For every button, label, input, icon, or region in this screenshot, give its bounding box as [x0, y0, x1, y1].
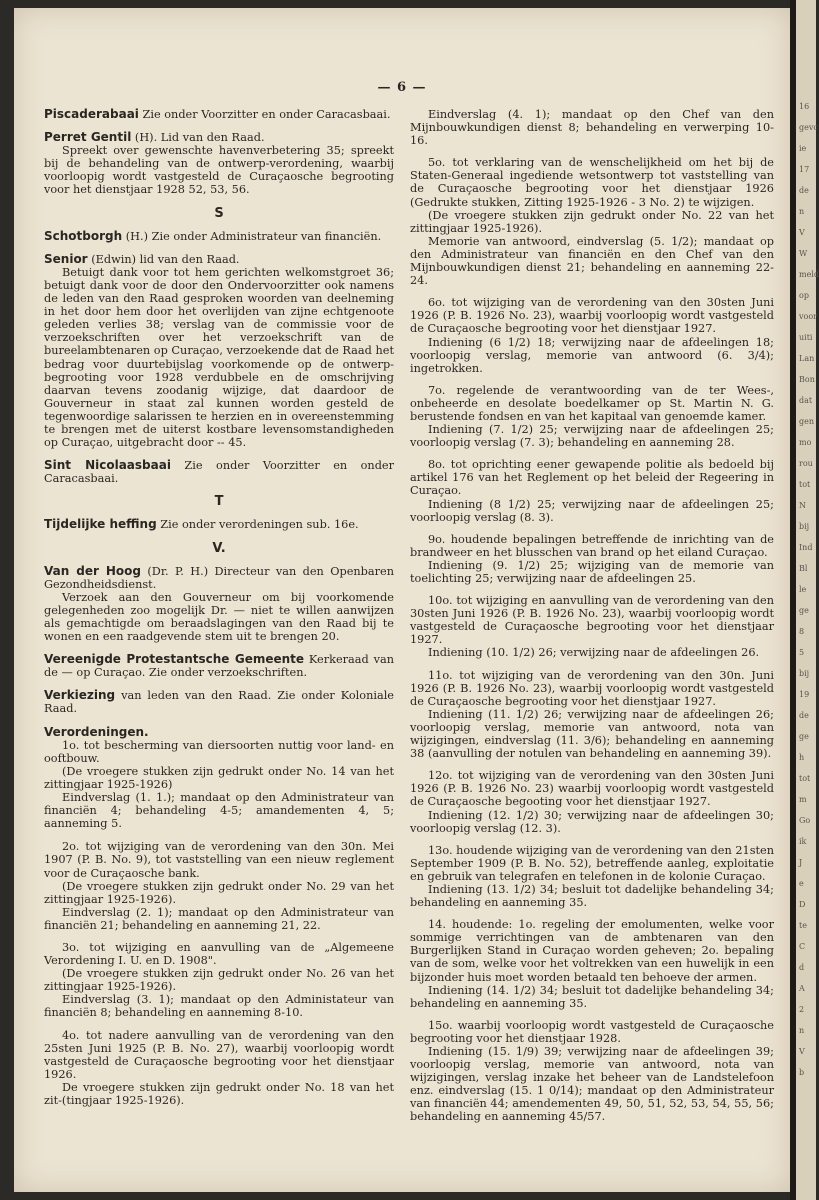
index-entry: [410, 384, 774, 449]
adjacent-page-fragment: le: [799, 585, 807, 594]
entry-paragraph: Eindverslag (1. 1.); mandaat op den Administrateur van financiën 4; behandeling 4-5; amandementen 4, 5; aanneming 5.: [44, 791, 394, 831]
entry-headword: Verordeningen.: [44, 724, 149, 739]
entry-paragraph: Indiening (15. 1/9) 39; verwijzing naar de afdeelingen 39; voorloopig verslag, memorie van antwoord, nota van wijzigingen, verslag inzake het beheer van de Landstelefoon enz. eindverslag (15. 1 0/14); mandaat op den Administrateur van financiën 44; amendementen 49, 50, 51, 52, 53, 54, 55, 56; behandeling en aanneming 45/57.: [410, 1045, 774, 1124]
index-entry: [410, 669, 774, 761]
entry-paragraph: 9o. houdende bepalingen betreffende de inrichting van de brandweer en het blusschen van brand op het eiland Curaçao.: [410, 532, 774, 559]
entry-paragraph: 12o. tot wijziging van de verordening van den 30sten Juni 1926 (P. B. 1926 No. 23) waarbij voorloopig wordt vastgesteld de Curaçaosche begooting voor het dienstjaar 1927.: [410, 769, 774, 809]
entry-paragraph: 5o. tot verklaring van de wenschelijkheid om het bij de Staten-Generaal ingediende wetsontwerp tot vaststelling van de Curaçaosche begrooting voor het dienstjaar 1926 (Gedrukte stukken, Zitting 1925-1926 - 3 No. 2) te wijzigen.: [410, 156, 774, 209]
entry-paragraph: Eindverslag (2. 1); mandaat op den Administrateur van financiën 21; behandeling en aanneming 21, 22.: [44, 905, 394, 932]
index-entry: [44, 131, 394, 196]
adjacent-page-fragment: V: [799, 228, 805, 237]
entry-paragraph: Indiening (6 1/2) 18; verwijzing naar de afdeelingen 18; voorloopig verslag, memorie van antwoord (6. 3/4); ingetrokken.: [410, 335, 774, 375]
adjacent-page-fragment: bij: [799, 522, 810, 531]
entry-paragraph: 2o. tot wijziging van de verordening van den 30n. Mei 1907 (P. B. No. 9), tot vaststelling van een nieuw reglement voor de Curaçaosche bank.: [44, 840, 394, 880]
adjacent-page-fragment: gen: [799, 417, 815, 426]
index-entry: [410, 918, 774, 1010]
adjacent-page-fragment: ie: [799, 144, 807, 153]
adjacent-page-fragment: meld: [799, 270, 819, 279]
adjacent-page-fragment: tot: [799, 774, 811, 783]
adjacent-page-fragment: Ind: [799, 543, 813, 552]
entry-paragraph: Spreekt over gewenschte havenverbetering 35; spreekt bij de behandeling van de ontwerp-verordening, waarbij voorloopig wordt vastgesteld de Curaçaosche begrooting voor het dienstjaar 1928 52, 53, 56.: [44, 144, 394, 197]
index-entry: [44, 840, 394, 932]
entry-paragraph: Memorie van antwoord, eindverslag (5. 1/2); mandaat op den Administrateur van financiën en den Chef van den Mijnbouwkundigen dienst 21; behandeling en aanneming 22-24.: [410, 234, 774, 288]
entry-paragraph: 3o. tot wijziging en aanvulling van de „Algemeene Verordening I. U. en D. 1908".: [44, 940, 394, 968]
entry-headword: Sint Nicolaasbaai: [44, 458, 171, 473]
entry-line: [44, 131, 394, 144]
adjacent-page-fragment: 16: [799, 102, 810, 111]
index-entry: [44, 565, 394, 644]
entry-text: Zie onder Voorzitter en onder Caracasbaai.: [44, 459, 395, 486]
index-entry: [410, 1019, 774, 1124]
entry-paragraph: Verzoek aan den Gouverneur om bij voorkomende gelegenheden zoo mogelijk Dr. — niet te willen aanwijzen als gemachtigde om beraadslagingen van den Raad bij te wonen en een raadgevende stem uit te brengen 20.: [44, 590, 394, 644]
entry-paragraph: Indiening (8 1/2) 25; verwijzing naar de afdeelingen 25; voorloopig verslag (8. 3).: [410, 497, 774, 524]
adjacent-page-fragment: C: [799, 942, 806, 951]
entry-paragraph: 1o. tot bescherming van diersoorten nuttig voor land- en ooftbouw.: [44, 738, 394, 765]
adjacent-page-fragment: ik: [799, 837, 807, 846]
page-number: — 6 —: [377, 80, 427, 95]
entry-line: [44, 653, 394, 679]
document-page: [14, 8, 790, 1192]
section-letter: S: [214, 205, 224, 221]
index-entry: [410, 156, 774, 287]
entry-text: (H). Lid van den Raad.: [134, 131, 265, 145]
index-entry: [410, 296, 774, 375]
adjacent-page-fragment: J: [799, 858, 803, 867]
index-entry: [44, 653, 394, 679]
entry-paragraph: (De vroegere stukken zijn gedrukt onder No. 14 van het zittingjaar 1925-1926): [44, 764, 394, 791]
adjacent-page-fragment: ge: [799, 732, 809, 741]
entry-headword: Perret Gentil: [44, 130, 132, 145]
adjacent-page-fragment: voor: [799, 312, 817, 321]
adjacent-page-fragment: n: [799, 1026, 805, 1035]
entry-text: van leden van den Raad. Zie onder Koloniale Raad.: [44, 689, 394, 716]
adjacent-page-fragment: 17: [799, 165, 810, 174]
adjacent-page-fragment: 8: [799, 627, 805, 636]
entry-line: [44, 459, 394, 485]
index-entry: [44, 518, 394, 531]
entry-headword: Schotborgh: [44, 228, 123, 243]
index-entry: [44, 108, 394, 121]
section-letter: T: [214, 494, 224, 510]
index-entry: [44, 230, 394, 243]
adjacent-page-fragment: uiti: [799, 333, 813, 342]
entry-paragraph: Indiening (10. 1/2) 26; verwijzing naar de afdeelingen 26.: [428, 646, 760, 660]
index-entry: [410, 594, 774, 659]
index-entry: [410, 533, 774, 585]
section-letter: V.: [212, 540, 226, 556]
adjacent-page-fragment: de: [799, 711, 809, 720]
adjacent-page-fragment: bij: [799, 669, 810, 678]
adjacent-page-fragment: Bl: [799, 564, 808, 573]
adjacent-page-fragment: h: [799, 753, 805, 762]
entry-paragraph: Indiening (14. 1/2) 34; besluit tot dadelijke behandeling 34; behandeling en aanneming 35.: [410, 983, 774, 1010]
index-entry: [44, 459, 394, 485]
right-column: [410, 108, 774, 1133]
index-entry: [44, 726, 394, 831]
entry-paragraph: Indiening (13. 1/2) 34; besluit tot dadelijke behandeling 34; behandeling en aanneming 35.: [410, 882, 774, 910]
entry-text: (H.) Zie onder Administrateur van financiën.: [125, 229, 382, 243]
adjacent-page-fragment: tot: [799, 480, 811, 489]
adjacent-page-fragment: Lan: [799, 354, 815, 363]
entry-line: [44, 108, 394, 121]
entry-text: Zie onder verordeningen sub. 16e.: [160, 518, 359, 532]
entry-headword: Senior: [44, 251, 88, 266]
entry-paragraph: (De vroegere stukken zijn gedrukt onder No. 29 van het zittingjaar 1925-1926).: [44, 879, 394, 906]
index-entry: [44, 1029, 394, 1108]
entry-paragraph: 10o. tot wijziging en aanvulling van de verordening van den 30sten Juni 1926 (P. B. 1926 No. 23), waarbij voorloopig wordt vastgesteld de Curaçaosche begrooting voor het dienstjaar 1927.: [410, 594, 774, 647]
adjacent-page-fragment: b: [799, 1068, 805, 1077]
index-entry: [44, 689, 394, 715]
adjacent-page-fragment: dat: [799, 396, 813, 405]
adjacent-page-fragment: gevc: [799, 123, 818, 132]
index-entry: [44, 941, 394, 1020]
adjacent-page-fragment: d: [799, 963, 805, 972]
entry-headword: Van der Hoog: [44, 563, 141, 578]
adjacent-page-fragment: W: [799, 249, 808, 258]
index-entry: [44, 253, 394, 449]
adjacent-page-fragment: ge: [799, 606, 809, 615]
index-entry: [410, 844, 774, 909]
entry-text: (Dr. P. H.) Directeur van den Openbaren Gezondheidsdienst.: [44, 564, 394, 591]
adjacent-page-fragment: D: [799, 900, 806, 909]
entry-paragraph: Indiening (7. 1/2) 25; verwijzing naar de afdeelingen 25; voorloopig verslag (7. 3); behandeling en aanneming 28.: [410, 423, 774, 450]
adjacent-page-fragment: 2: [799, 1005, 805, 1014]
adjacent-page-fragment: 19: [799, 690, 810, 699]
entry-paragraph: 4o. tot nadere aanvulling van de verordening van den 25sten Juni 1925 (P. B. No. 27), waarbij voorloopig wordt vastgesteld de Curaçaosche begrooting voor het dienstjaar 1926.: [44, 1028, 394, 1081]
entry-paragraph: Indiening (9. 1/2) 25; wijziging van de memorie van toelichting 25; verwijzing naar de afdeelingen 25.: [410, 558, 774, 585]
entry-paragraph: Eindverslag (4. 1); mandaat op den Chef van den Mijnbouwkundigen dienst 8; behandeling en verwerping 10-16.: [410, 108, 774, 148]
entry-text: Kerkeraad van de — op Curaçao. Zie onder verzoekschriften.: [44, 653, 394, 680]
adjacent-page-fragment: rou: [799, 459, 813, 468]
adjacent-page-fragment: m: [799, 795, 807, 804]
adjacent-page-fragment: Bon: [799, 375, 815, 384]
entry-paragraph: (De vroegere stukken zijn gedrukt onder No. 26 van het zittingjaar 1925-1926).: [44, 967, 394, 994]
entry-paragraph: Eindverslag (3. 1); mandaat op den Administateur van financiën 8; behandeling en aanneming 8-10.: [44, 993, 394, 1020]
index-entry: [410, 769, 774, 834]
adjacent-page-fragment: N: [799, 501, 806, 510]
entry-line: [44, 726, 394, 739]
entry-paragraph: Betuigt dank voor tot hem gerichten welkomstgroet 36; betuigt dank voor de door den Ondervoorzitter ook namens de leden van den Raad gesproken woorden van deelneming in het door hem door het overlijden van zijne echtgenoote geleden verlies 38; verslag van de commissie voor de verzoekschriften over het verzoekschrift van de bureelambtenaren op Curaçao, verzoekende dat de Raad het bedrag voor duurtebijslag voorkomende op de ontwerp-begrooting voor 1928 verdubbele en de omschrijving daarvan tevens zoodanig wijzige, dat daardoor de Gouverneur in staat zal kunnen worden gesteld de tegenwoordige salarissen te herzien en in overeenstemming te brengen met de uiterst kostbare levensomstandigheden op Curaçao, uitgebracht door -- 45.: [44, 265, 394, 450]
adjacent-page-fragment: 5: [799, 648, 805, 657]
entry-line: [44, 518, 394, 531]
adjacent-page-fragment: mo: [799, 438, 812, 447]
adjacent-page-edge: [796, 0, 819, 1200]
entry-paragraph: 8o. tot oprichting eener gewapende politie als bedoeld bij artikel 176 van het Reglement op het beleid der Regeering in Curaçao.: [410, 458, 774, 498]
adjacent-page-fragment: op: [799, 291, 809, 300]
index-entry: [410, 458, 774, 523]
entry-text: (Edwin) lid van den Raad.: [91, 252, 240, 266]
entry-headword: Piscaderabaai: [44, 107, 139, 121]
entry-paragraph: 11o. tot wijziging van de verordening van den 30n. Juni 1926 (P. B. 1926 No. 23), waarbij voorloopig wordt vastgesteld de Curaçaosche begrooting voor het dienstjaar 1927.: [410, 668, 774, 708]
entry-paragraph: Indiening (12. 1/2) 30; verwijzing naar de afdeelingen 30; voorloopig verslag (12. 3).: [410, 808, 774, 835]
entry-line: [44, 253, 394, 266]
adjacent-page-fragment: n: [799, 207, 805, 216]
entry-paragraph: 15o. waarbij voorloopig wordt vastgesteld de Curaçaosche begrooting voor het dienstjaar 1928.: [410, 1018, 774, 1045]
adjacent-page-fragment: e: [799, 879, 804, 888]
entry-paragraph: 13o. houdende wijziging van de verordening van den 21sten September 1909 (P. B. No. 52), betreffende aanleg, exploitatie en gebruik van telegrafen en telefonen in de kolonie Curaçao.: [410, 843, 775, 883]
entry-paragraph: 7o. regelende de verantwoording van de ter Wees-, onbeheerde en desolate boedelkamer op St. Martin N. G. berustende fondsen en van het kapitaal van genoemde kamer.: [410, 383, 774, 423]
index-entry: [410, 108, 774, 147]
entry-line: [44, 689, 394, 715]
entry-paragraph: (De vroegere stukken zijn gedrukt onder No. 22 van het zittingjaar 1925-1926).: [410, 208, 774, 235]
adjacent-page-fragment: de: [799, 186, 809, 195]
entry-paragraph: De vroegere stukken zijn gedrukt onder No. 18 van het zit-(tingjaar 1925-1926).: [44, 1080, 394, 1107]
entry-headword: Verkiezing: [44, 688, 116, 703]
entry-line: [44, 230, 394, 243]
entry-paragraph: 6o. tot wijziging van de verordening van den 30sten Juni 1926 (P. B. 1926 No. 23), waarbij voorloopig wordt vastgesteld de Curaçaosche begrooting voor het dienstjaar 1927.: [410, 296, 774, 336]
entry-line: [44, 565, 394, 591]
entry-headword: Vereenigde Protestantsche Gemeente: [44, 652, 305, 667]
entry-headword: Tijdelijke heffing: [44, 517, 157, 532]
adjacent-page-fragment: V: [799, 1047, 805, 1056]
adjacent-page-fragment: A: [799, 984, 805, 993]
adjacent-page-fragment: Go: [799, 816, 811, 825]
left-column: [44, 108, 394, 1116]
entry-text: Zie onder Voorzitter en onder Caracasbaai.: [142, 108, 391, 121]
adjacent-page-fragment: te: [799, 921, 807, 930]
entry-paragraph: 14. houdende: 1o. regeling der emolumenten, welke voor sommige verrichtingen van de ambtenaren van den Burgerlijken Stand in Curaçao worden geheven; 2o. bepaling van de som, welke voor het voltrekken van een huwelijk in een bijzonder huis moet worden betaald ten behoeve der armen.: [410, 918, 774, 984]
entry-paragraph: Indiening (11. 1/2) 26; verwijzing naar de afdeelingen 26; voorloopig verslag, memorie van antwoord, nota van wijzigingen, eindverslag (11. 3/6); behandeling en aanneming 38 (aanvulling der notulen van behandeling en aanneming 39).: [410, 707, 774, 761]
